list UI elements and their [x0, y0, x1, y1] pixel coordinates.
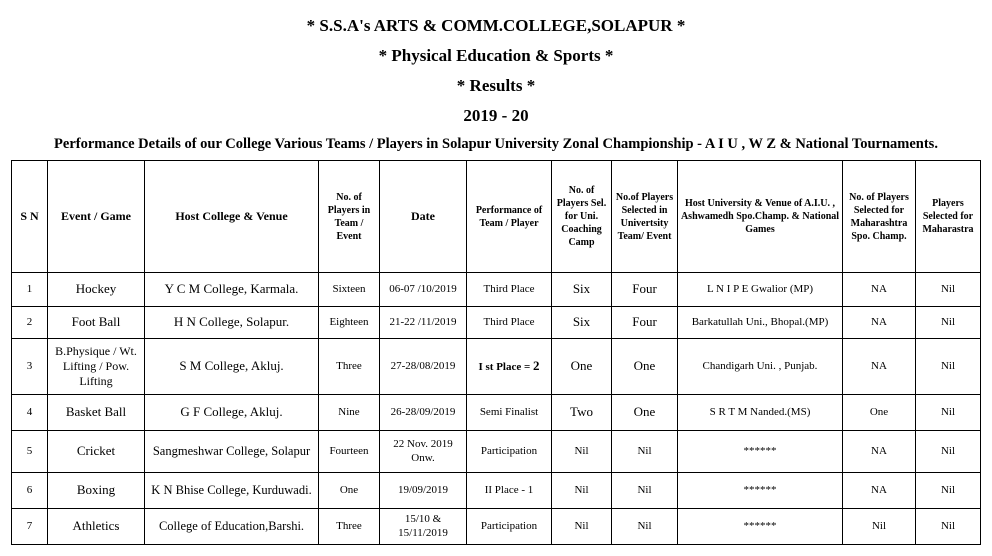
cell-mh-champ: Nil [843, 509, 916, 545]
cell-event: Athletics [48, 509, 145, 545]
header-maharashtra-players: Players Selected for Maharastra [916, 161, 981, 273]
table-row [12, 509, 981, 545]
table-subtitle: Performance Details of our College Various Teams / Players in Solapur University Zonal Championship - A I U , W Z & National Tournaments. [54, 136, 938, 152]
cell-uni-team: One [612, 395, 678, 431]
table-header-row [12, 161, 981, 273]
header-host-university: Host University & Venue of A.I.U. , Ashwamedh Spo.Champ. & National Games [678, 161, 843, 273]
cell-players: Eighteen [319, 307, 380, 339]
cell-performance [467, 273, 552, 307]
cell-uni-team: Nil [612, 473, 678, 509]
cell-event: Basket Ball [48, 395, 145, 431]
header-host: Host College & Venue [145, 161, 319, 273]
cell-mh-champ: NA [843, 473, 916, 509]
table-row [12, 473, 981, 509]
performance-text: Semi Finalist [479, 405, 539, 418]
header-maharashtra-champ: No. of Players Selected for Maharashtra Spo. Champ. [843, 161, 916, 273]
performance-extra: 2 [533, 358, 540, 374]
cell-players: Nine [319, 395, 380, 431]
header-performance: Performance of Team / Player [467, 161, 552, 273]
cell-uni-team: Nil [612, 509, 678, 545]
cell-date: 22 Nov. 2019 Onw. [380, 431, 467, 473]
cell-sn: 6 [12, 473, 48, 509]
cell-uni-team: Four [612, 307, 678, 339]
cell-coaching: Two [552, 395, 612, 431]
cell-mh-champ: NA [843, 307, 916, 339]
cell-date: 19/09/2019 [380, 473, 467, 509]
college-title: * S.S.A's ARTS & COMM.COLLEGE,SOLAPUR * [306, 16, 686, 35]
cell-venue: Barkatullah Uni., Bhopal.(MP) [678, 307, 843, 339]
table-row [12, 307, 981, 339]
cell-players: Three [319, 339, 380, 395]
cell-event: B.Physique / Wt. Lifting / Pow. Lifting [48, 339, 145, 395]
table-row [12, 273, 981, 307]
header-players-sel: No. of Players Sel. for Uni. Coaching Camp [552, 161, 612, 273]
cell-event: Boxing [48, 473, 145, 509]
cell-mh-sel: Nil [916, 307, 981, 339]
cell-coaching: Six [552, 273, 612, 307]
header-event: Event / Game [48, 161, 145, 273]
performance-text: Participation [480, 444, 538, 457]
cell-host: College of Education,Barshi. [145, 509, 319, 545]
header-sn: S N [12, 161, 48, 273]
cell-coaching: Nil [552, 473, 612, 509]
cell-date: 26-28/09/2019 [380, 395, 467, 431]
cell-mh-sel: Nil [916, 431, 981, 473]
cell-host: Sangmeshwar College, Solapur [145, 431, 319, 473]
table-row [12, 339, 981, 395]
cell-mh-sel: Nil [916, 473, 981, 509]
cell-date: 06-07 /10/2019 [380, 273, 467, 307]
cell-performance [467, 307, 552, 339]
cell-venue: S R T M Nanded.(MS) [678, 395, 843, 431]
cell-uni-team: One [612, 339, 678, 395]
cell-mh-champ: NA [843, 339, 916, 395]
cell-date: 15/10 & 15/11/2019 [380, 509, 467, 545]
performance-text: Third Place [483, 315, 535, 328]
header-players-team: No. of Players in Team / Event [319, 161, 380, 273]
cell-sn: 3 [12, 339, 48, 395]
cell-players: Fourteen [319, 431, 380, 473]
cell-players: Sixteen [319, 273, 380, 307]
cell-coaching: Six [552, 307, 612, 339]
table-row [12, 395, 981, 431]
cell-host: Y C M College, Karmala. [145, 273, 319, 307]
cell-sn: 2 [12, 307, 48, 339]
cell-uni-team: Four [612, 273, 678, 307]
cell-date: 21-22 /11/2019 [380, 307, 467, 339]
performance-text: Participation [480, 519, 538, 532]
cell-mh-champ: NA [843, 273, 916, 307]
cell-venue: ****** [678, 431, 843, 473]
header-date: Date [380, 161, 467, 273]
table-row [12, 431, 981, 473]
cell-players: One [319, 473, 380, 509]
department-title: * Physical Education & Sports * [378, 46, 614, 65]
cell-venue: L N I P E Gwalior (MP) [678, 273, 843, 307]
performance-text: II Place - 1 [484, 483, 534, 496]
cell-mh-sel: Nil [916, 395, 981, 431]
cell-host: K N Bhise College, Kurduwadi. [145, 473, 319, 509]
cell-venue: Chandigarh Uni. , Punjab. [678, 339, 843, 395]
cell-uni-team: Nil [612, 431, 678, 473]
cell-performance [467, 395, 552, 431]
cell-sn: 4 [12, 395, 48, 431]
cell-coaching: Nil [552, 431, 612, 473]
cell-mh-champ: One [843, 395, 916, 431]
cell-host: G F College, Akluj. [145, 395, 319, 431]
cell-performance [467, 339, 552, 395]
cell-coaching: Nil [552, 509, 612, 545]
cell-performance [467, 473, 552, 509]
performance-text: I st Place = [478, 361, 534, 374]
performance-text: Third Place [483, 282, 535, 295]
cell-performance [467, 431, 552, 473]
cell-sn: 7 [12, 509, 48, 545]
cell-mh-sel: Nil [916, 509, 981, 545]
cell-mh-champ: NA [843, 431, 916, 473]
results-title: * Results * [456, 76, 536, 95]
cell-sn: 1 [12, 273, 48, 307]
results-table [11, 160, 981, 545]
cell-date: 27-28/08/2019 [380, 339, 467, 395]
cell-host: H N College, Solapur. [145, 307, 319, 339]
cell-mh-sel: Nil [916, 273, 981, 307]
cell-event: Cricket [48, 431, 145, 473]
cell-event: Foot Ball [48, 307, 145, 339]
cell-players: Three [319, 509, 380, 545]
cell-event: Hockey [48, 273, 145, 307]
header-selected-university: No.of Players Selected in Univertsity Team/ Event [612, 161, 678, 273]
cell-performance [467, 509, 552, 545]
cell-sn: 5 [12, 431, 48, 473]
cell-host: S M College, Akluj. [145, 339, 319, 395]
cell-venue: ****** [678, 473, 843, 509]
cell-mh-sel: Nil [916, 339, 981, 395]
cell-coaching: One [552, 339, 612, 395]
cell-venue: ****** [678, 509, 843, 545]
year-title: 2019 - 20 [463, 106, 529, 125]
